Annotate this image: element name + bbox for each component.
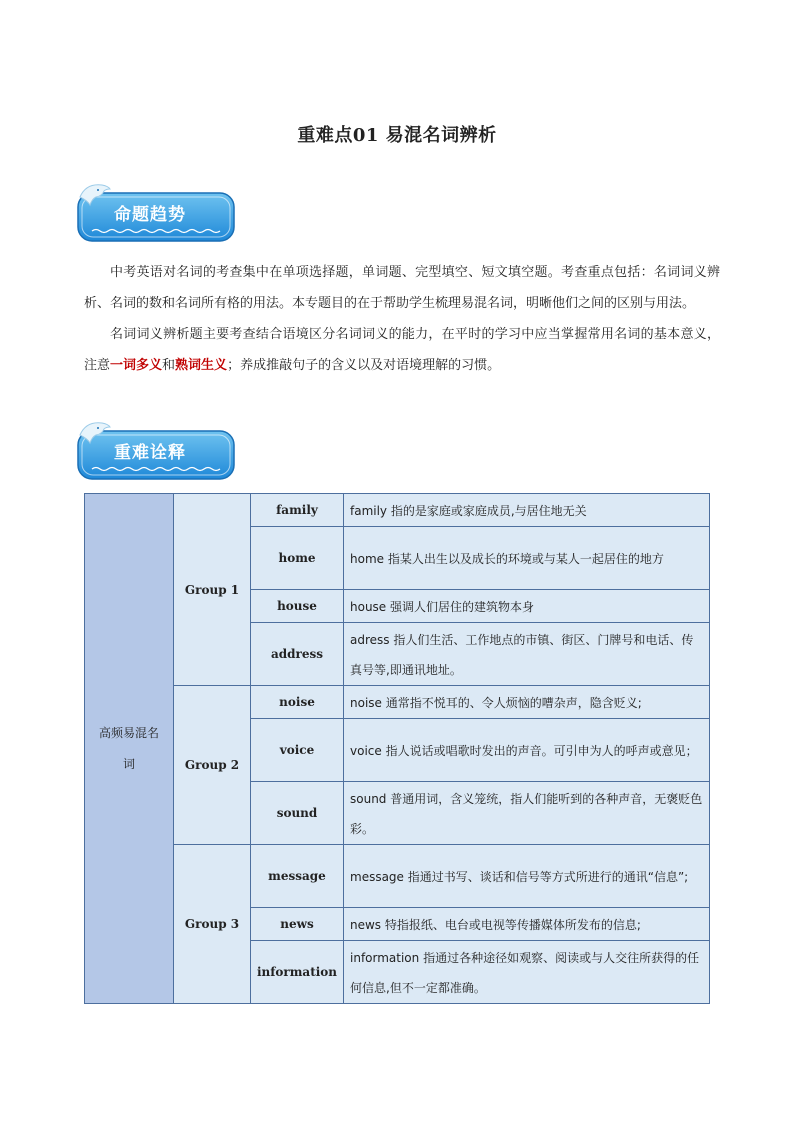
- definition-cell: house 强调人们居住的建筑物本身: [344, 590, 710, 623]
- definition-cell: family 指的是家庭或家庭成员,与居住地无关: [344, 494, 710, 527]
- category-cell: [85, 494, 174, 1004]
- section-banner-explanation: [74, 421, 238, 483]
- word-cell: message: [251, 845, 344, 908]
- word-cell: family: [251, 494, 344, 527]
- word-cell: home: [251, 527, 344, 590]
- word-cell: news: [251, 908, 344, 941]
- paragraph-2: [84, 319, 720, 381]
- section-label: 命题趋势: [114, 205, 186, 225]
- section-banner-trend: [74, 183, 238, 245]
- section-label: 重难诠释: [114, 443, 186, 463]
- group-cell: Group 3: [174, 845, 251, 1004]
- highlight-new-meaning: 熟词生义: [175, 358, 228, 373]
- definition-cell: adress 指人们生活、工作地点的市镇、街区、门牌号和电话、传真号等,即通讯地址。: [344, 623, 710, 686]
- definition-cell: home 指某人出生以及成长的环境或与某人一起居住的地方: [344, 527, 710, 590]
- paragraph-intro: [84, 257, 720, 381]
- group-cell: Group 1: [174, 494, 251, 686]
- table-row: [85, 686, 710, 719]
- word-cell: sound: [251, 782, 344, 845]
- table-row: [85, 845, 710, 908]
- page-title: 重难点01 易混名词辨析: [297, 125, 497, 146]
- word-cell: noise: [251, 686, 344, 719]
- paragraph-2-and: 和: [162, 358, 176, 373]
- word-cell: information: [251, 941, 344, 1004]
- paragraph-1: 中考英语对名词的考查集中在单项选择题，单词题、完型填空、短文填空题。考查重点包括：名词词义辨析、名词的数和名词所有格的用法。本专题目的在于帮助学生梳理易混名词，明晰他们之间的区别与用法。: [84, 265, 720, 311]
- paragraph-2-text: 名词词义辨析题主要考查结合语境区分名词词义的能力，在平时的学习中应当掌握常用名词的基本意义，注意: [84, 327, 720, 373]
- word-cell: voice: [251, 719, 344, 782]
- group-cell: Group 2: [174, 686, 251, 845]
- table-row: [85, 494, 710, 527]
- category-label: 高频易混名词: [99, 725, 160, 771]
- word-cell: address: [251, 623, 344, 686]
- definition-cell: message 指通过书写、谈话和信号等方式所进行的通讯“信息”;: [344, 845, 710, 908]
- definition-cell: noise 通常指不悦耳的、令人烦恼的嘈杂声，隐含贬义;: [344, 686, 710, 719]
- definition-cell: voice 指人说话或唱歌时发出的声音。可引申为人的呼声或意见；: [344, 719, 710, 782]
- definition-cell: news 特指报纸、电台或电视等传播媒体所发布的信息;: [344, 908, 710, 941]
- word-cell: house: [251, 590, 344, 623]
- definition-cell: sound 普通用词，含义笼统，指人们能听到的各种声音，无褒贬色彩。: [344, 782, 710, 845]
- definition-cell: information 指通过各种途径如观察、阅读或与人交往所获得的任何信息,但不一定都准确。: [344, 941, 710, 1004]
- highlight-polysemy: 一词多义: [110, 358, 163, 373]
- noun-comparison-table: [84, 493, 710, 1004]
- paragraph-2-text-end: ；养成推敲句子的含义以及对语境理解的习惯。: [227, 358, 501, 373]
